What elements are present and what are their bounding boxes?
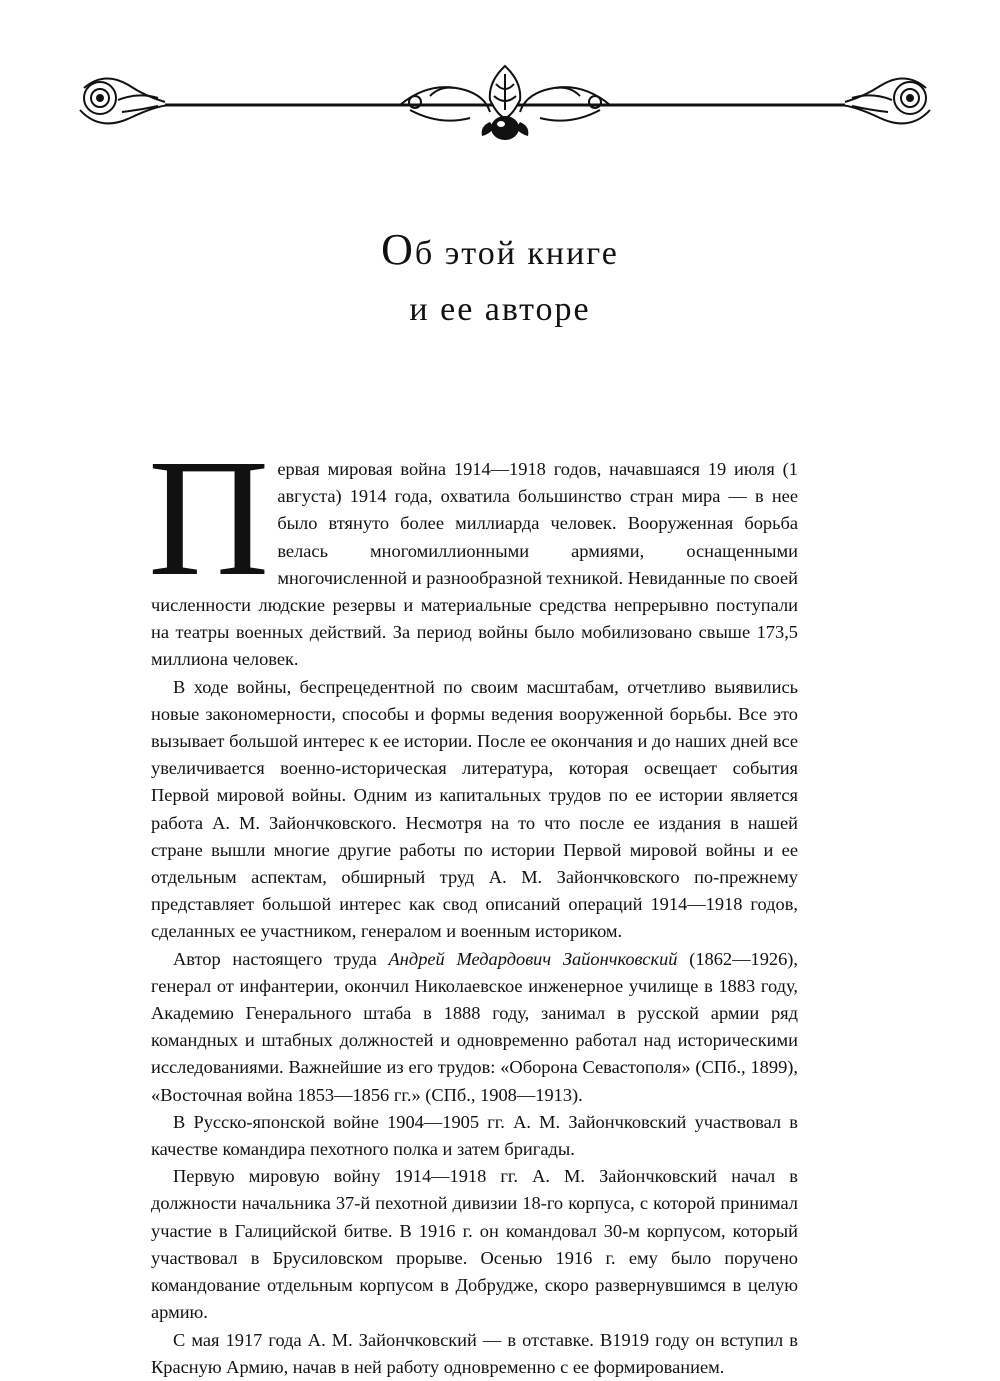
- title-line-1-rest: б этой книге: [414, 235, 619, 272]
- page-title: [0, 222, 1000, 338]
- title-line-1: [381, 225, 619, 274]
- decorative-scroll-icon: [70, 60, 940, 150]
- title-initial: О: [381, 225, 415, 274]
- paragraph-3-post: (1862—1926), генерал от инфантерии, окончил Николаевское инженерное училище в 1883 году, Академию Генерального штаба в 1888 году, занимал в русской армии ряд командных и штабных должностей и одновременно работал над историческими исследованиями. Важнейшие из его трудов: «Оборона Севастополя» (СПб., 1899), «Восточная война 1853—1856 гг.» (СПб., 1908—1913).: [151, 948, 799, 1105]
- paragraph-2: В ходе войны, беспрецедентной по своим масштабам, отчетливо выявились новые закономерности, способы и формы ведения вооруженной борьбы. Все это вызывает большой интерес к ее истории. После ее окончания и до наших дней все увеличивается военно-историческая литература, которая освещает события Первой мировой войны. Одним из капитальных трудов по ее истории является работа А. М. Зайончковского. Несмотря на то что после ее издания в нашей стране вышли многие другие работы по истории Первой мировой войны и ее отдельным аспектам, обширный труд А. М. Зайончковского по-прежнему представляет большой интерес как свод описаний операций 1914—1918 годов, сделанных ее участником, генералом и военным историком.: [151, 676, 798, 942]
- paragraph-4: В Русско-японской войне 1904—1905 гг. А. М. Зайончковский участвовал в качестве командира пехотного полка и затем бригады.: [151, 1111, 798, 1160]
- drop-cap: П: [148, 425, 270, 611]
- paragraph-6: С мая 1917 года А. М. Зайончковский — в отставке. В1919 году он вступил в Красную Армию, начав в ней работу одновременно с ее формированием.: [151, 1329, 798, 1377]
- paragraph-1: [148, 425, 798, 674]
- paragraph-3-pre: Автор настоящего труда: [173, 948, 389, 969]
- paragraph-1-text: ервая мировая война 1914—1918 годов, начавшаяся 19 июля (1 августа) 1914 года, охватила большинство стран мира — в нее было втянуто более миллиарда человек. Вооруженная борьба велась многомиллионными армиями, оснащенными многочисленной и разнообразной техникой. Невиданные по своей численности людские резервы и материальные средства непрерывно поступали на театры военных действий. За период войны было мобилизовано свыше 173,5 миллиона человек.: [151, 459, 798, 670]
- paragraph-3: [151, 946, 798, 1109]
- title-line-2: и ее авторе: [409, 291, 591, 328]
- paragraph-5: Первую мировую войну 1914—1918 гг. А. М. Зайончковский начал в должности начальника 37-й пехотной дивизии 18-го корпуса, с которой принимал участие в Галицийской битве. В 1916 г. он командовал 30-м корпусом, который участвовал в Брусиловском прорыве. Осенью 1916 г. ему было поручено командование отдельным корпусом в Добрудже, скоро развернувшимся в целую армию.: [151, 1166, 798, 1323]
- author-name: Андрей Медардович Зайончковский: [388, 948, 678, 969]
- article-body: [148, 425, 799, 1381]
